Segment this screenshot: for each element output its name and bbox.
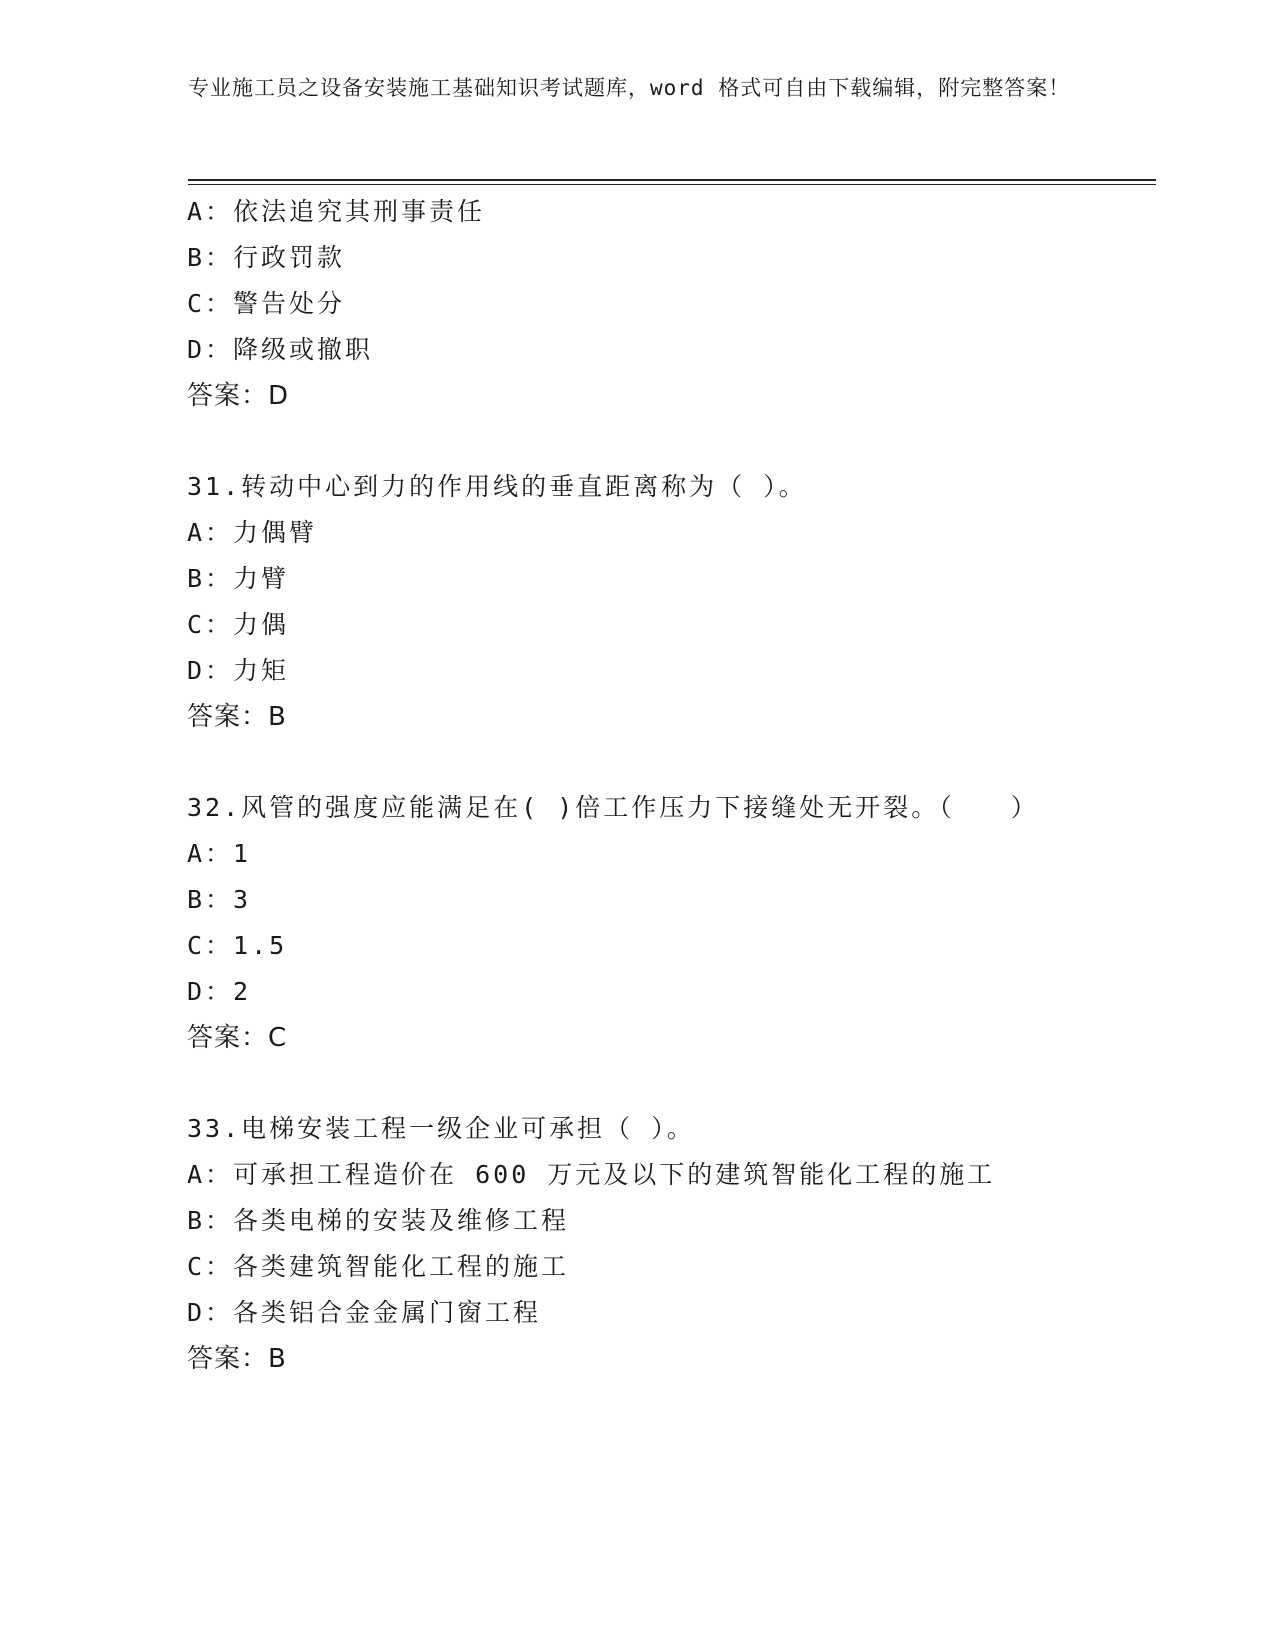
option-d: D：力矩 <box>187 656 290 685</box>
question-list <box>187 189 1147 1382</box>
question-stem: 33.电梯安装工程一级企业可承担（ ）。 <box>187 1114 695 1143</box>
option-a: A：可承担工程造价在 600 万元及以下的建筑智能化工程的施工 <box>187 1160 996 1189</box>
question-32 <box>187 785 1147 1061</box>
question-stem: 32.风管的强度应能满足在( )倍工作压力下接缝处无开裂。（ ） <box>187 793 1039 822</box>
option-b: B：3 <box>187 885 252 914</box>
option-b: B：力臂 <box>187 564 290 593</box>
option-a: A：力偶臂 <box>187 518 318 547</box>
header-divider-thin <box>188 184 1156 185</box>
option-d: D：降级或撤职 <box>187 335 374 364</box>
answer-line: 答案：B <box>187 702 287 732</box>
option-c: C：1.5 <box>187 931 288 960</box>
option-b: B：各类电梯的安装及维修工程 <box>187 1206 570 1235</box>
header-divider-thick <box>188 179 1156 181</box>
option-d: D：2 <box>187 977 252 1006</box>
option-d: D：各类铝合金金属门窗工程 <box>187 1298 542 1327</box>
option-b: B：行政罚款 <box>187 243 346 272</box>
answer-line: 答案：B <box>187 1344 287 1374</box>
option-c: C：力偶 <box>187 610 290 639</box>
answer-line: 答案：C <box>187 1023 288 1053</box>
option-c: C：各类建筑智能化工程的施工 <box>187 1252 570 1281</box>
answer-line: 答案：D <box>187 381 290 411</box>
question-30 <box>187 189 1147 419</box>
question-stem: 31.转动中心到力的作用线的垂直距离称为（ ）。 <box>187 472 807 501</box>
option-a: A：依法追究其刑事责任 <box>187 197 486 226</box>
question-33 <box>187 1106 1147 1382</box>
option-a: A：1 <box>187 839 252 868</box>
question-31 <box>187 464 1147 740</box>
option-c: C：警告处分 <box>187 289 346 318</box>
document-header: 专业施工员之设备安装施工基础知识考试题库，word 格式可自由下载编辑，附完整答案！ <box>188 76 1071 100</box>
